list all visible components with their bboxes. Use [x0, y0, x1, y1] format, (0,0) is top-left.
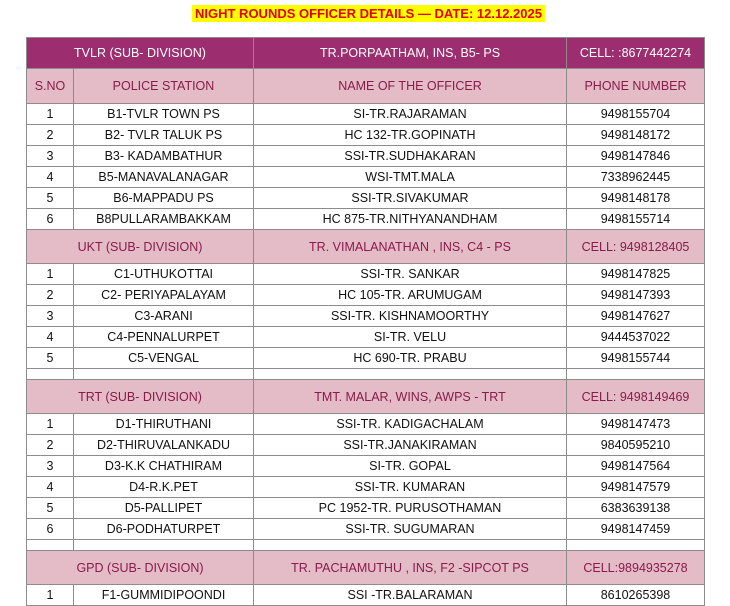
officer-name: WSI-TMT.MALA — [254, 167, 567, 188]
spacer-cell — [74, 540, 254, 551]
serial-number: 5 — [27, 348, 74, 369]
subdivision-name: TRT (SUB- DIVISION) — [27, 380, 254, 414]
phone-number: 9498147846 — [567, 146, 705, 167]
serial-number: 1 — [27, 585, 74, 606]
phone-number: 9498147825 — [567, 264, 705, 285]
police-station: D5-PALLIPET — [74, 498, 254, 519]
subdivision-officer: TR. PACHAMUTHU , INS, F2 -SIPCOT PS — [254, 551, 567, 585]
police-station: D1-THIRUTHANI — [74, 414, 254, 435]
table-row — [27, 285, 705, 306]
table-row — [27, 414, 705, 435]
phone-number: 9498155714 — [567, 209, 705, 230]
officer-name: SSI-TR. KUMARAN — [254, 477, 567, 498]
spacer-cell — [27, 540, 74, 551]
spacer-row — [27, 540, 705, 551]
police-station: B1-TVLR TOWN PS — [74, 104, 254, 125]
subdivision-cell-number: CELL: 9498128405 — [567, 230, 705, 264]
officer-name: HC 132-TR.GOPINATH — [254, 125, 567, 146]
police-station-header: POLICE STATION — [74, 69, 254, 104]
table-row — [27, 435, 705, 456]
page-title: NIGHT ROUNDS OFFICER DETAILS — DATE: 12.12.2025 — [192, 5, 545, 22]
subdivision-cell-number: CELL: :8677442274 — [567, 38, 705, 69]
serial-number: 2 — [27, 435, 74, 456]
spacer-cell — [254, 540, 567, 551]
subdivision-name: UKT (SUB- DIVISION) — [27, 230, 254, 264]
serial-number: 4 — [27, 167, 74, 188]
table-row — [27, 306, 705, 327]
subdivision-name: TVLR (SUB- DIVISION) — [27, 38, 254, 69]
spacer-row — [27, 369, 705, 380]
officer-name: SSI-TR. KADIGACHALAM — [254, 414, 567, 435]
serial-number: 4 — [27, 327, 74, 348]
officer-name: SSI-TR.JANAKIRAMAN — [254, 435, 567, 456]
serial-number: 6 — [27, 519, 74, 540]
spacer-cell — [74, 369, 254, 380]
officer-name: SI-TR. VELU — [254, 327, 567, 348]
officer-name: SSI-TR. SANKAR — [254, 264, 567, 285]
serial-number: 1 — [27, 264, 74, 285]
subdivision-cell-number: CELL:9894935278 — [567, 551, 705, 585]
subdivision-officer: TR.PORPAATHAM, INS, B5- PS — [254, 38, 567, 69]
table-row — [27, 456, 705, 477]
serial-number: 6 — [27, 209, 74, 230]
subdivision-header-row — [27, 551, 705, 585]
subdivision-header-row — [27, 230, 705, 264]
table-row — [27, 477, 705, 498]
officer-name: HC 875-TR.NITHYANANDHAM — [254, 209, 567, 230]
police-station: D2-THIRUVALANKADU — [74, 435, 254, 456]
serial-number: 2 — [27, 125, 74, 146]
spacer-cell — [567, 540, 705, 551]
phone-number: 9498155744 — [567, 348, 705, 369]
officer-name: SSI-TR. KISHNAMOORTHY — [254, 306, 567, 327]
phone-number: 9498147473 — [567, 414, 705, 435]
table-row — [27, 167, 705, 188]
police-station: D4-R.K.PET — [74, 477, 254, 498]
serial-number: 4 — [27, 477, 74, 498]
phone-number: 9498147579 — [567, 477, 705, 498]
serial-number: 2 — [27, 285, 74, 306]
officer-name-header: NAME OF THE OFFICER — [254, 69, 567, 104]
phone-number-header: PHONE NUMBER — [567, 69, 705, 104]
police-station: B3- KADAMBATHUR — [74, 146, 254, 167]
police-station: C2- PERIYAPALAYAM — [74, 285, 254, 306]
officer-name: SSI-TR. SUGUMARAN — [254, 519, 567, 540]
police-station: B6-MAPPADU PS — [74, 188, 254, 209]
table-row — [27, 348, 705, 369]
spacer-cell — [254, 369, 567, 380]
officer-name: HC 105-TR. ARUMUGAM — [254, 285, 567, 306]
table-row — [27, 519, 705, 540]
police-station: D6-PODHATURPET — [74, 519, 254, 540]
phone-number: 9840595210 — [567, 435, 705, 456]
subdivision-cell-number: CELL: 9498149469 — [567, 380, 705, 414]
column-header-row — [27, 69, 705, 104]
phone-number: 9498147627 — [567, 306, 705, 327]
phone-number: 9498155704 — [567, 104, 705, 125]
table-row — [27, 188, 705, 209]
serial-number: 1 — [27, 104, 74, 125]
serial-number: 3 — [27, 456, 74, 477]
officer-name: PC 1952-TR. PURUSOTHAMAN — [254, 498, 567, 519]
officer-name: SSI-TR.SIVAKUMAR — [254, 188, 567, 209]
table-row — [27, 498, 705, 519]
serial-number: 1 — [27, 414, 74, 435]
officer-name: SSI-TR.SUDHAKARAN — [254, 146, 567, 167]
officer-name: HC 690-TR. PRABU — [254, 348, 567, 369]
phone-number: 9498147393 — [567, 285, 705, 306]
police-station: C5-VENGAL — [74, 348, 254, 369]
subdivision-officer: TR. VIMALANATHAN , INS, C4 - PS — [254, 230, 567, 264]
phone-number: 7338962445 — [567, 167, 705, 188]
police-station: C4-PENNALURPET — [74, 327, 254, 348]
subdivision-name: GPD (SUB- DIVISION) — [27, 551, 254, 585]
phone-number: 9498148178 — [567, 188, 705, 209]
officer-table — [26, 37, 705, 606]
serial-number: 5 — [27, 188, 74, 209]
table-row — [27, 327, 705, 348]
phone-number: 9498147459 — [567, 519, 705, 540]
phone-number: 9444537022 — [567, 327, 705, 348]
phone-number: 9498148172 — [567, 125, 705, 146]
table-row — [27, 585, 705, 606]
spacer-cell — [27, 369, 74, 380]
police-station: C1-UTHUKOTTAI — [74, 264, 254, 285]
spacer-cell — [567, 369, 705, 380]
table-row — [27, 104, 705, 125]
officer-name: SI-TR. GOPAL — [254, 456, 567, 477]
subdivision-header-row — [27, 380, 705, 414]
police-station: F1-GUMMIDIPOONDI — [74, 585, 254, 606]
police-station: C3-ARANI — [74, 306, 254, 327]
police-station: B2- TVLR TALUK PS — [74, 125, 254, 146]
serial-number: 3 — [27, 306, 74, 327]
officer-name: SI-TR.RAJARAMAN — [254, 104, 567, 125]
serial-number: 3 — [27, 146, 74, 167]
table-row — [27, 209, 705, 230]
police-station: B8PULLARAMBAKKAM — [74, 209, 254, 230]
sno-header: S.NO — [27, 69, 74, 104]
table-row — [27, 146, 705, 167]
phone-number: 6383639138 — [567, 498, 705, 519]
table-row — [27, 264, 705, 285]
subdivision-officer: TMT. MALAR, WINS, AWPS - TRT — [254, 380, 567, 414]
phone-number: 8610265398 — [567, 585, 705, 606]
subdivision-header-row — [27, 38, 705, 69]
table-row — [27, 125, 705, 146]
officer-name: SSI -TR.BALARAMAN — [254, 585, 567, 606]
serial-number: 5 — [27, 498, 74, 519]
police-station: D3-K.K CHATHIRAM — [74, 456, 254, 477]
police-station: B5-MANAVALANAGAR — [74, 167, 254, 188]
phone-number: 9498147564 — [567, 456, 705, 477]
